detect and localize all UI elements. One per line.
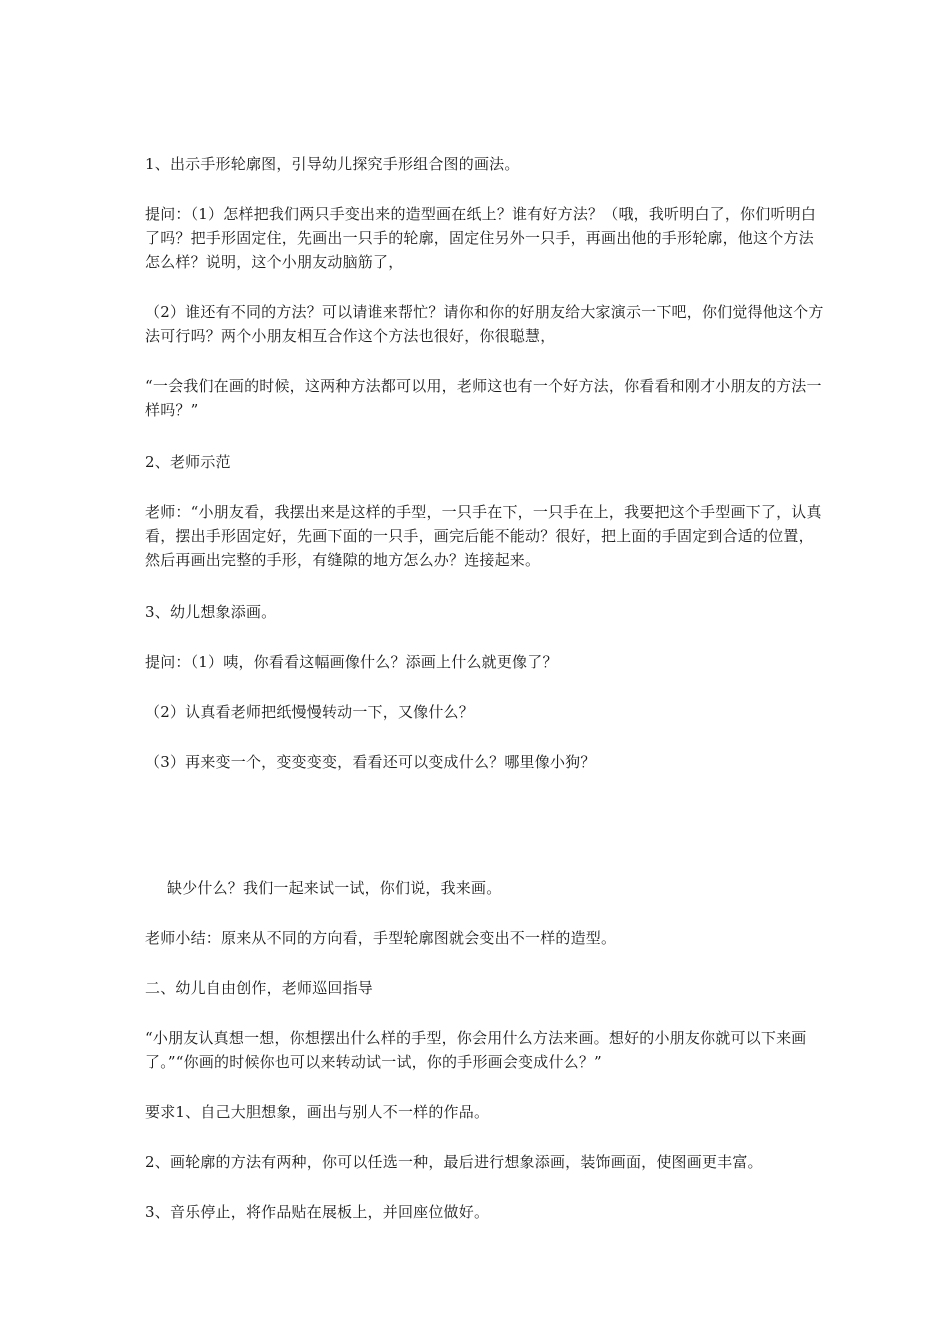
paragraph-requirement-2: 2、画轮廓的方法有两种，你可以任选一种，最后进行想象添画，装饰画面，使图画更丰富。 [145, 1153, 763, 1171]
paragraph-step-2: 2、老师示范 [145, 453, 231, 471]
paragraph-section-two: 二、幼儿自由创作，老师巡回指导 [145, 979, 374, 997]
paragraph-quote-think: “小朋友认真想一想，你想摆出什么样的手型，你会用什么方法来画。想好的小朋友你就可以下来画了。”“你画的时候你也可以来转动试一试，你的手形画会变成什么？” [145, 1029, 807, 1071]
paragraph-change-again: （3）再来变一个，变变变变，看看还可以变成什么？哪里像小狗？ [145, 753, 596, 771]
paragraph-teacher-demo: 老师：“小朋友看，我摆出来是这样的手型，一只手在下，一只手在上，我要把这个手型画下了，认真看，摆出手形固定好，先画下面的一只手，画完后能不能动？很好，把上面的手固定到合适的位置，然后再画出完整的手形，有缝隙的地方怎么办？连接起来。 [145, 503, 822, 569]
paragraph-requirement-1: 要求1、自己大胆想象，画出与别人不一样的作品。 [145, 1103, 490, 1121]
paragraph-step-3: 3、幼儿想象添画。 [145, 603, 277, 621]
paragraph-step-1: 1、出示手形轮廓图，引导幼儿探究手形组合图的画法。 [145, 155, 520, 173]
paragraph-question-1: 提问：（1）怎样把我们两只手变出来的造型画在纸上？谁有好方法？（哦，我听明白了，你们听明白了吗？把手形固定住，先画出一只手的轮廓，固定住另外一只手，再画出他的手形轮廓，他这个方法怎么样？说明，这个小朋友动脑筋了， [145, 205, 817, 271]
paragraph-quote-methods: “一会我们在画的时候，这两种方法都可以用，老师这也有一个好方法，你看看和刚才小朋友的方法一样吗？” [145, 377, 822, 419]
paragraph-question-what-like: 提问：（1）咦，你看看这幅画像什么？添画上什么就更像了？ [145, 653, 558, 671]
paragraph-what-missing: 缺少什么？我们一起来试一试，你们说，我来画。 [167, 879, 502, 897]
paragraph-rotate-paper: （2）认真看老师把纸慢慢转动一下，又像什么？ [145, 703, 474, 721]
paragraph-question-2: （2）谁还有不同的方法？可以请谁来帮忙？请你和你的好朋友给大家演示一下吧，你们觉得他这个方法可行吗？两个小朋友相互合作这个方法也很好，你很聪慧， [145, 303, 824, 345]
paragraph-requirement-3: 3、音乐停止，将作品贴在展板上，并回座位做好。 [145, 1203, 490, 1221]
paragraph-teacher-summary: 老师小结：原来从不同的方向看，手型轮廓图就会变出不一样的造型。 [145, 929, 617, 947]
